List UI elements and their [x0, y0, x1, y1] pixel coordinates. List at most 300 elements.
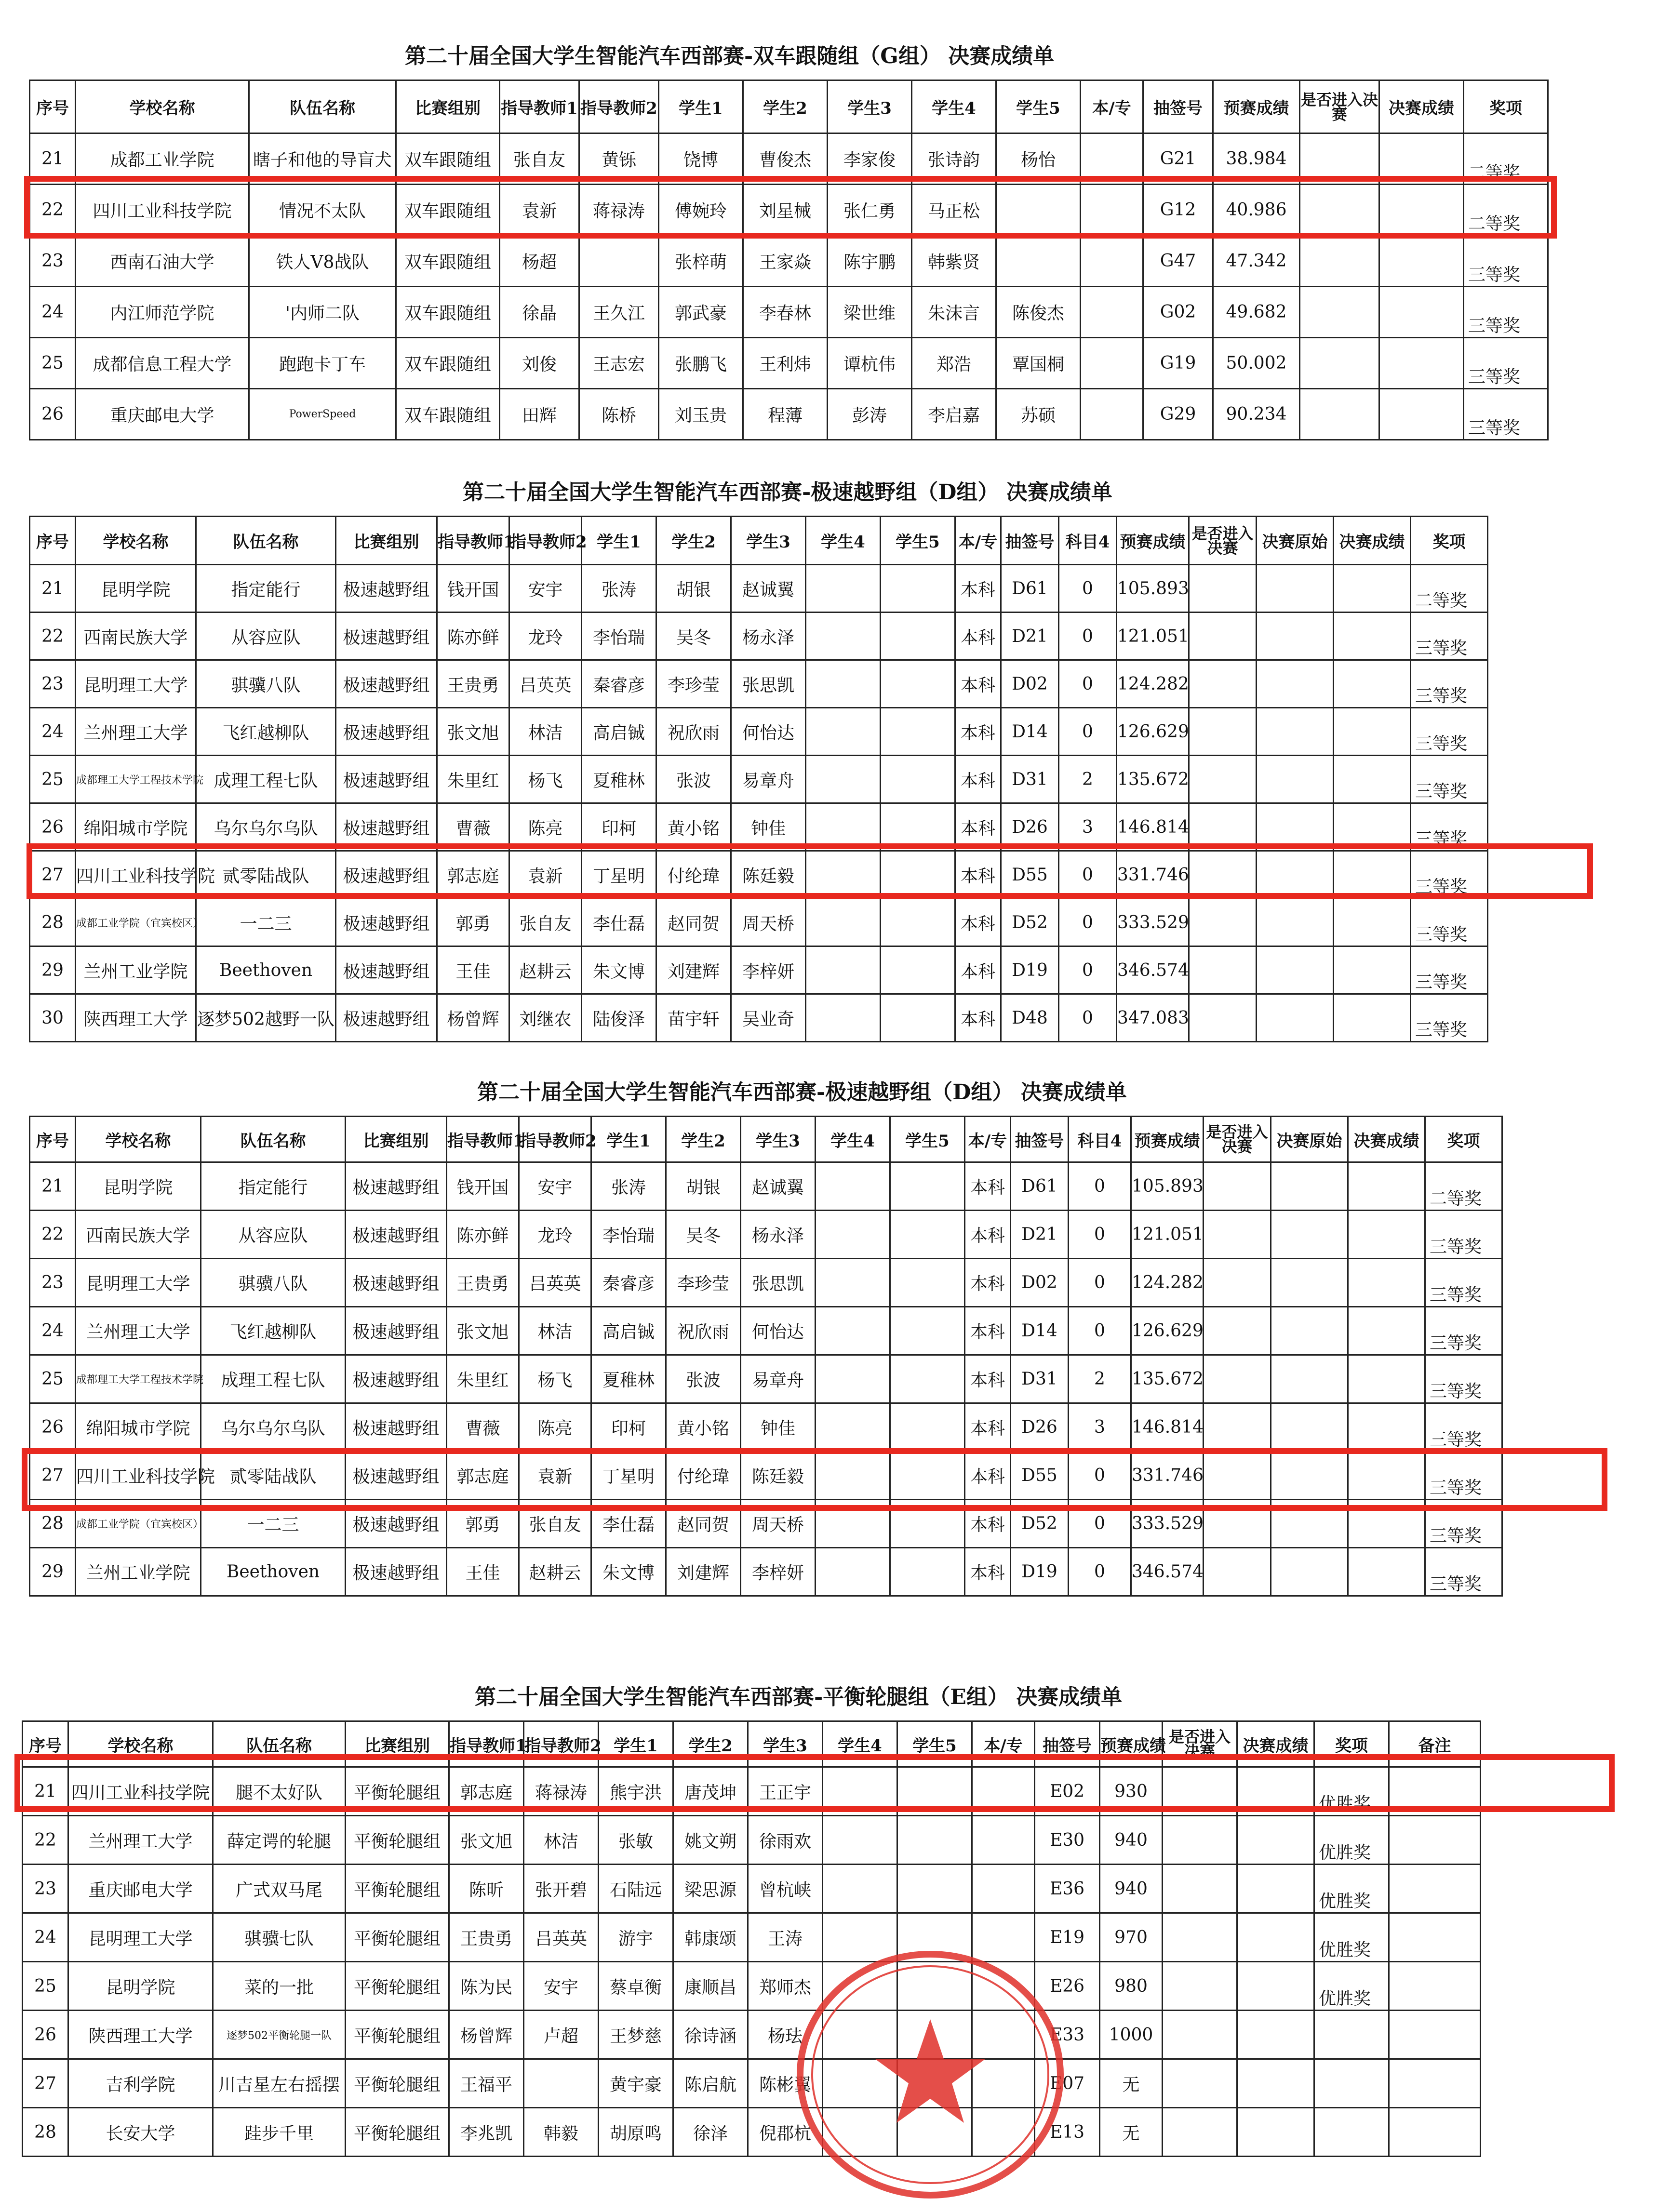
table-cell: 23 — [30, 1259, 76, 1307]
table-cell: E26 — [1035, 1962, 1100, 2011]
table-cell — [1163, 1865, 1237, 1913]
table-cell: 夏稚林 — [591, 1355, 666, 1403]
table-cell — [1204, 1355, 1271, 1403]
table-cell: 西南民族大学 — [76, 1211, 201, 1259]
column-header: 学生3 — [741, 1117, 816, 1162]
table-cell: 徐晶 — [500, 287, 579, 338]
table-cell: 极速越野组 — [346, 1162, 447, 1211]
column-header: 指导教师2 — [509, 517, 582, 565]
table-cell: 本科 — [955, 803, 1001, 851]
table-cell: 25 — [23, 1962, 68, 2011]
column-header: 学生2 — [666, 1117, 741, 1162]
table-row — [23, 2059, 1481, 2108]
table-cell: 0 — [1069, 1548, 1131, 1596]
table-cell: 苏硕 — [996, 389, 1081, 440]
table-cell: D26 — [1011, 1403, 1069, 1452]
table-cell: 346.574 — [1131, 1548, 1204, 1596]
table-cell: 康顺昌 — [673, 1962, 748, 2011]
table-cell: 126.629 — [1117, 708, 1189, 756]
table-cell: 梁思源 — [673, 1865, 748, 1913]
table-cell — [1237, 1865, 1314, 1913]
table-row — [30, 1259, 1502, 1307]
table-cell: 刘继农 — [509, 994, 582, 1042]
table-cell: 极速越野组 — [336, 899, 437, 946]
table-cell: 23 — [30, 236, 76, 287]
table-cell: 24 — [23, 1913, 68, 1962]
table-cell: 25 — [30, 338, 76, 389]
table-cell: 游宇 — [599, 1913, 673, 1962]
table-cell: D55 — [1001, 851, 1059, 899]
column-header: 预赛成绩 — [1117, 517, 1189, 565]
table-cell: 成都理工大学工程技术学院 — [76, 1355, 201, 1403]
column-header: 指导教师1 — [437, 517, 509, 565]
table-cell — [1257, 613, 1334, 660]
table-cell: 成都信息工程大学 — [76, 338, 249, 389]
table-cell: 本科 — [965, 1548, 1011, 1596]
table-cell: 钱开国 — [437, 565, 509, 613]
table-cell: 长安大学 — [68, 2108, 213, 2157]
table-cell: 一二三 — [196, 899, 336, 946]
table-cell: 极速越野组 — [336, 994, 437, 1042]
table-cell: 本科 — [965, 1259, 1011, 1307]
table-cell: 极速越野组 — [346, 1259, 447, 1307]
table-cell: 24 — [30, 708, 76, 756]
table-cell — [1257, 946, 1334, 994]
column-header: 学生5 — [881, 517, 955, 565]
table-cell: 346.574 — [1117, 946, 1189, 994]
table-cell: 陈启航 — [673, 2059, 748, 2108]
table-cell — [816, 1259, 890, 1307]
table-cell: 27 — [30, 1452, 76, 1500]
table-cell — [972, 1816, 1035, 1865]
award-cell: 三等奖 — [1425, 1548, 1502, 1596]
table-cell: 昆明理工大学 — [76, 1259, 201, 1307]
table-cell: 郭勇 — [447, 1500, 519, 1548]
table-cell — [806, 565, 881, 613]
table-cell: 钟佳 — [731, 803, 806, 851]
award-cell: 三等奖 — [1411, 899, 1488, 946]
table-cell: 陕西理工大学 — [76, 994, 196, 1042]
column-header: 是否进入决赛 — [1189, 517, 1257, 565]
table-cell: 吴冬 — [666, 1211, 741, 1259]
award-cell — [1314, 2011, 1389, 2059]
table-cell — [1300, 287, 1379, 338]
table-row — [30, 1211, 1502, 1259]
award-cell: 三等奖 — [1464, 338, 1548, 389]
table-cell: 铁人V8战队 — [249, 236, 396, 287]
table-cell: 韩毅 — [524, 2108, 599, 2157]
table-cell: 26 — [30, 389, 76, 440]
table-row — [30, 1548, 1502, 1596]
table-cell: 双车跟随组 — [396, 287, 500, 338]
table-cell: 张涛 — [582, 565, 656, 613]
table-cell — [1334, 613, 1411, 660]
table-row — [30, 946, 1488, 994]
table-cell: 韩康颂 — [673, 1913, 748, 1962]
table-cell: D52 — [1011, 1500, 1069, 1548]
column-header: 序号 — [30, 1117, 76, 1162]
table-row — [23, 1816, 1481, 1865]
table-cell: 徐诗涵 — [673, 2011, 748, 2059]
table-cell: 陈亦鲜 — [447, 1211, 519, 1259]
table-cell: 135.672 — [1131, 1355, 1204, 1403]
column-header: 本/专 — [1081, 80, 1143, 133]
table-cell — [1163, 1962, 1237, 2011]
table-cell: 331.746 — [1117, 851, 1189, 899]
table-title: 第二十届全国大学生智能汽车西部赛-极速越野组（D组） 决赛成绩单 — [477, 1080, 1127, 1105]
table-cell: 曹薇 — [447, 1403, 519, 1452]
table-cell: 无 — [1100, 2108, 1163, 2157]
table-cell: 王涛 — [748, 1913, 823, 1962]
column-header: 奖项 — [1411, 517, 1488, 565]
column-header: 学校名称 — [76, 517, 196, 565]
table-cell: 杨永泽 — [731, 613, 806, 660]
table-cell: 陕西理工大学 — [68, 2011, 213, 2059]
column-header: 奖项 — [1464, 80, 1548, 133]
table-cell: 极速越野组 — [346, 1307, 447, 1355]
table-cell: 张思凯 — [731, 660, 806, 708]
table-cell — [1237, 1962, 1314, 2011]
table-cell: 张梓萌 — [659, 236, 743, 287]
table-cell — [1300, 338, 1379, 389]
table-cell — [881, 613, 955, 660]
table-cell: Beethoven — [196, 946, 336, 994]
table-cell: 极速越野组 — [336, 660, 437, 708]
table-cell: 跑跑卡丁车 — [249, 338, 396, 389]
table-cell: 本科 — [955, 708, 1001, 756]
table-cell: E07 — [1035, 2059, 1100, 2108]
table-cell: 146.814 — [1131, 1403, 1204, 1452]
table-cell — [1189, 708, 1257, 756]
table-cell: 极速越野组 — [336, 565, 437, 613]
column-header: 序号 — [23, 1721, 68, 1767]
table-cell: 祝欣雨 — [656, 708, 731, 756]
table-cell: 成都工业学院 — [76, 133, 249, 185]
table-cell: 平衡轮腿组 — [346, 1962, 449, 2011]
table-cell: 黄宇豪 — [599, 2059, 673, 2108]
table-cell: D02 — [1011, 1259, 1069, 1307]
table-cell: 极速越野组 — [346, 1403, 447, 1452]
table-cell: 0 — [1059, 994, 1117, 1042]
table-cell: 24 — [30, 287, 76, 338]
award-cell: 三等奖 — [1411, 756, 1488, 803]
table-cell: 重庆邮电大学 — [68, 1865, 213, 1913]
table-cell — [1300, 236, 1379, 287]
table-cell: 王久江 — [579, 287, 659, 338]
column-header: 本/专 — [955, 517, 1001, 565]
table-cell: 王梦慈 — [599, 2011, 673, 2059]
table-cell: 傅婉玲 — [659, 185, 743, 236]
table-cell: 22 — [30, 613, 76, 660]
table-cell: 2 — [1059, 756, 1117, 803]
table-cell: 双车跟随组 — [396, 338, 500, 389]
award-cell — [1314, 2108, 1389, 2157]
table-cell: 25 — [30, 1355, 76, 1403]
award-cell: 三等奖 — [1464, 389, 1548, 440]
table-cell — [890, 1548, 965, 1596]
table-cell: 李家俊 — [828, 133, 912, 185]
table-cell — [1257, 660, 1334, 708]
table-cell: D61 — [1011, 1162, 1069, 1211]
table-cell: 赵同贺 — [656, 899, 731, 946]
table-cell: Beethoven — [201, 1548, 346, 1596]
column-header: 是否进入决赛 — [1163, 1721, 1237, 1767]
header-row — [30, 517, 1488, 565]
table-row — [30, 1403, 1502, 1452]
table-cell: 李仕磊 — [591, 1500, 666, 1548]
table-cell: 本科 — [955, 565, 1001, 613]
table-title: 第二十届全国大学生智能汽车西部赛-双车跟随组（G组） 决赛成绩单 — [405, 44, 1055, 68]
award-cell: 三等奖 — [1411, 994, 1488, 1042]
table-cell: 吕英英 — [509, 660, 582, 708]
table-cell: 苗宇轩 — [656, 994, 731, 1042]
table-cell: 逐梦502平衡轮腿一队 — [213, 2011, 346, 2059]
table-cell: 何怡达 — [741, 1307, 816, 1355]
table-cell: 张波 — [666, 1355, 741, 1403]
table-cell: 杨超 — [500, 236, 579, 287]
table-cell: 饶博 — [659, 133, 743, 185]
table-cell: 蒋禄涛 — [579, 185, 659, 236]
table-cell — [1081, 236, 1143, 287]
column-header: 学生2 — [743, 80, 828, 133]
column-header: 指导教师2 — [524, 1721, 599, 1767]
table-row — [30, 389, 1548, 440]
table-cell: 丁星明 — [591, 1452, 666, 1500]
table-cell: 李梓妍 — [731, 946, 806, 994]
table-cell: 杨怡 — [996, 133, 1081, 185]
table-cell — [1237, 2108, 1314, 2157]
table-cell: 28 — [30, 1500, 76, 1548]
table-cell: 24 — [30, 1307, 76, 1355]
table-cell: 菜的一批 — [213, 1962, 346, 2011]
column-header: 抽签号 — [1035, 1721, 1100, 1767]
column-header: 序号 — [30, 80, 76, 133]
table-cell: 朱文博 — [582, 946, 656, 994]
table-cell: 本科 — [965, 1307, 1011, 1355]
table-row — [30, 899, 1488, 946]
table-row — [30, 1162, 1502, 1211]
award-cell: 优胜奖 — [1314, 1865, 1389, 1913]
award-cell: 三等奖 — [1425, 1211, 1502, 1259]
award-cell: 优胜奖 — [1314, 1962, 1389, 2011]
table-cell: G02 — [1143, 287, 1213, 338]
table-cell: 本科 — [965, 1500, 1011, 1548]
table-cell — [1334, 899, 1411, 946]
table-cell: 昆明学院 — [68, 1962, 213, 2011]
table-cell: 146.814 — [1117, 803, 1189, 851]
table-cell: 兰州工业学院 — [76, 1548, 201, 1596]
table-cell: 张自友 — [519, 1500, 591, 1548]
table-cell — [1189, 899, 1257, 946]
table-cell: 极速越野组 — [336, 803, 437, 851]
table-cell: 安宇 — [524, 1962, 599, 2011]
table-cell: 135.672 — [1117, 756, 1189, 803]
award-cell: 三等奖 — [1411, 708, 1488, 756]
highlight-box — [14, 1754, 1615, 1812]
column-header: 指导教师2 — [519, 1117, 591, 1162]
table-cell: 四川工业科技学院 — [76, 185, 249, 236]
table-cell: 徐泽 — [673, 2108, 748, 2157]
table-cell: 成理工程七队 — [196, 756, 336, 803]
column-header: 比赛组别 — [346, 1117, 447, 1162]
table-cell: 从容应队 — [196, 613, 336, 660]
table-cell: 0 — [1069, 1211, 1131, 1259]
table-cell: 郭志庭 — [447, 1452, 519, 1500]
table-cell: 本科 — [955, 660, 1001, 708]
column-header: 是否进入决赛 — [1300, 80, 1379, 133]
table-cell: 朱里红 — [437, 756, 509, 803]
table-cell: D21 — [1011, 1211, 1069, 1259]
column-header: 指导教师1 — [449, 1721, 524, 1767]
table-cell: 乌尔乌尔乌队 — [196, 803, 336, 851]
table-cell: 绵阳城市学院 — [76, 1403, 201, 1452]
table-cell: 28 — [23, 2108, 68, 2157]
table-cell: 陈宇鹏 — [828, 236, 912, 287]
table-cell: 平衡轮腿组 — [346, 2108, 449, 2157]
table-cell: 韩紫贤 — [912, 236, 996, 287]
header-row — [30, 1117, 1502, 1162]
award-cell: 三等奖 — [1425, 1307, 1502, 1355]
table-cell: D61 — [1001, 565, 1059, 613]
table-cell: 平衡轮腿组 — [346, 1816, 449, 1865]
table-cell: 杨曾辉 — [437, 994, 509, 1042]
table-cell — [1379, 236, 1464, 287]
table-cell — [1389, 1865, 1481, 1913]
table-cell: 22 — [30, 1211, 76, 1259]
table-cell: 李珍莹 — [656, 660, 731, 708]
table-cell — [1334, 946, 1411, 994]
table-cell: D52 — [1001, 899, 1059, 946]
table-cell: 930 — [1100, 1767, 1163, 1816]
table-cell: 陈为民 — [449, 1962, 524, 2011]
table-cell: 张思凯 — [741, 1259, 816, 1307]
table-cell: G12 — [1143, 185, 1213, 236]
table-cell: G47 — [1143, 236, 1213, 287]
table-cell: 双车跟随组 — [396, 389, 500, 440]
table-cell: 赵同贺 — [666, 1500, 741, 1548]
table-cell: 兰州理工大学 — [68, 1816, 213, 1865]
table-cell: 林洁 — [519, 1307, 591, 1355]
column-header: 决赛成绩 — [1348, 1117, 1425, 1162]
table-cell — [881, 708, 955, 756]
table-cell: 吕英英 — [524, 1913, 599, 1962]
table-cell: 40.986 — [1213, 185, 1300, 236]
table-cell: G21 — [1143, 133, 1213, 185]
column-header: 指导教师1 — [500, 80, 579, 133]
table-cell: 钟佳 — [741, 1403, 816, 1452]
table-cell — [816, 1548, 890, 1596]
table-cell: 四川工业科技学院 — [76, 1452, 201, 1500]
table-cell: 王佳 — [447, 1548, 519, 1596]
table-cell: 陈俊杰 — [996, 287, 1081, 338]
award-cell — [1314, 2059, 1389, 2108]
table-cell: 29 — [30, 1548, 76, 1596]
table-cell — [1389, 1913, 1481, 1962]
table-cell — [579, 236, 659, 287]
table-cell — [881, 946, 955, 994]
award-cell: 三等奖 — [1464, 236, 1548, 287]
table-cell — [996, 236, 1081, 287]
table-cell — [1334, 660, 1411, 708]
table-cell: 25 — [30, 756, 76, 803]
table-cell: 吉利学院 — [68, 2059, 213, 2108]
table-cell — [806, 708, 881, 756]
column-header: 决赛原始 — [1257, 517, 1334, 565]
table-cell: 姚文朔 — [673, 1816, 748, 1865]
table-cell: 黄铄 — [579, 133, 659, 185]
table-cell: 张自友 — [500, 133, 579, 185]
table-cell: 26 — [30, 803, 76, 851]
table-cell: 331.746 — [1131, 1452, 1204, 1500]
table-cell: 本科 — [955, 851, 1001, 899]
table-cell: 跬步千里 — [213, 2108, 346, 2157]
table-cell: 3 — [1069, 1403, 1131, 1452]
table-cell — [1163, 2108, 1237, 2157]
column-header: 学生4 — [823, 1721, 897, 1767]
column-header: 预赛成绩 — [1100, 1721, 1163, 1767]
table-cell: 易章舟 — [731, 756, 806, 803]
table-cell: 0 — [1069, 1500, 1131, 1548]
table-cell — [1163, 1913, 1237, 1962]
table-cell: 王贵勇 — [447, 1259, 519, 1307]
table-cell: 付纶瑋 — [656, 851, 731, 899]
table-cell: 袁新 — [500, 185, 579, 236]
table-cell: 唐茂坤 — [673, 1767, 748, 1816]
table-cell — [1189, 946, 1257, 994]
table-cell: 李兆凯 — [449, 2108, 524, 2157]
table-cell: D19 — [1011, 1548, 1069, 1596]
table-cell: D55 — [1011, 1452, 1069, 1500]
table-cell: 郭武豪 — [659, 287, 743, 338]
table-cell: 石陆远 — [599, 1865, 673, 1913]
table-cell: 333.529 — [1131, 1500, 1204, 1548]
column-header: 决赛成绩 — [1237, 1721, 1314, 1767]
table-cell: 333.529 — [1117, 899, 1189, 946]
table-cell — [1189, 613, 1257, 660]
table-cell: 陈亦鲜 — [437, 613, 509, 660]
table-cell — [806, 756, 881, 803]
table-cell: 郭勇 — [437, 899, 509, 946]
table-cell: 成理工程七队 — [201, 1355, 346, 1403]
table-cell: 极速越野组 — [346, 1452, 447, 1500]
table-cell: 980 — [1100, 1962, 1163, 2011]
table-cell: 0 — [1069, 1259, 1131, 1307]
table-cell: 周天桥 — [731, 899, 806, 946]
table-cell: 昆明学院 — [76, 565, 196, 613]
table-cell: 兰州工业学院 — [76, 946, 196, 994]
table-cell: 林洁 — [524, 1816, 599, 1865]
table-cell: 情况不太队 — [249, 185, 396, 236]
table-cell: 成都工业学院（宜宾校区） — [76, 899, 196, 946]
table-cell: 一二三 — [201, 1500, 346, 1548]
table-cell: 杨飞 — [509, 756, 582, 803]
table-cell — [1379, 287, 1464, 338]
table-cell: 林洁 — [509, 708, 582, 756]
table-cell: E36 — [1035, 1865, 1100, 1913]
column-header: 比赛组别 — [396, 80, 500, 133]
column-header: 学生3 — [828, 80, 912, 133]
table-cell: 昆明学院 — [76, 1162, 201, 1211]
table-cell — [1081, 389, 1143, 440]
table-cell: 刘玉贵 — [659, 389, 743, 440]
table-cell: 21 — [30, 133, 76, 185]
table-cell: 陈廷毅 — [731, 851, 806, 899]
table-cell: 50.002 — [1213, 338, 1300, 389]
table-cell — [1334, 565, 1411, 613]
table-cell: 0 — [1069, 1307, 1131, 1355]
table-cell: E02 — [1035, 1767, 1100, 1816]
table-cell — [897, 1865, 972, 1913]
